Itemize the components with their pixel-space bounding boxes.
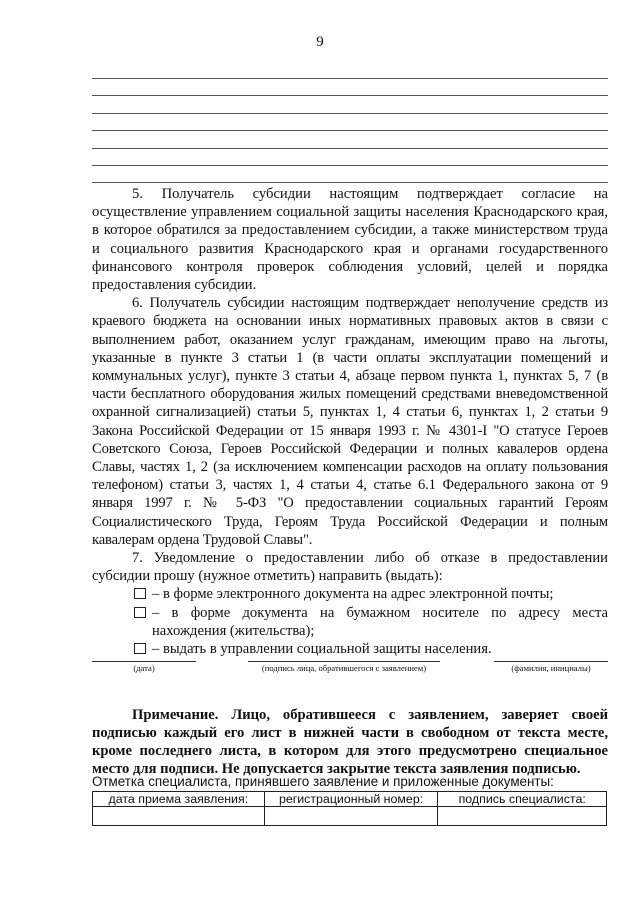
cell-signature[interactable] (438, 807, 607, 826)
blank-fill-line[interactable] (92, 95, 608, 96)
blank-fill-line[interactable] (92, 113, 608, 114)
cell-registration[interactable] (264, 807, 438, 826)
checkbox-icon[interactable] (134, 643, 146, 654)
blank-fill-line[interactable] (92, 148, 608, 149)
column-header-date: дата приема заявления: (93, 792, 265, 807)
name-line[interactable] (494, 661, 608, 662)
main-text (92, 185, 608, 658)
table-header-row (93, 792, 607, 807)
name-field[interactable] (494, 661, 608, 673)
blank-fill-line[interactable] (92, 78, 608, 79)
note-label: Примечание. (132, 707, 219, 723)
blank-fill-line[interactable] (92, 182, 608, 183)
specialist-table (92, 791, 607, 826)
delivery-option-label: – в форме электронного документа на адрес электронной почты; (152, 586, 554, 603)
note-paragraph (92, 706, 608, 778)
specialist-caption: Отметка специалиста, принявшего заявление и приложенные документы: (92, 774, 554, 789)
signature-field[interactable] (248, 661, 440, 673)
cell-date[interactable] (93, 807, 265, 826)
delivery-option-email[interactable] (92, 585, 608, 603)
paragraph-7: 7. Уведомление о предоставлении либо об отказе в предоставлении субсидии прошу (нужное отметить) направить (выдать): (92, 550, 608, 585)
signature-row (92, 661, 608, 685)
date-field[interactable] (92, 661, 196, 673)
delivery-option-label: – в форме документа на бумажном носителе по адресу места нахождения (жительства); (152, 604, 608, 639)
delivery-option-label: – выдать в управлении социальной защиты населения. (152, 641, 492, 658)
column-header-registration: регистрационный номер: (264, 792, 438, 807)
page-number: 9 (316, 34, 324, 50)
column-header-signature: подпись специалиста: (438, 792, 607, 807)
delivery-option-paper[interactable] (92, 604, 608, 640)
checkbox-icon[interactable] (134, 588, 146, 599)
date-line[interactable] (92, 661, 196, 662)
signature-line[interactable] (248, 661, 440, 662)
paragraph-5: 5. Получатель субсидии настоящим подтверждает согласие на осуществление управлением социальной защиты населения Краснодарского края, в которое обратился за предоставлением субсидии, а также министерством труда и социального развития Краснодарского края и органами государственного финансового контроля проверок соблюдения условий, целей и порядка предоставления субсидии. (92, 186, 608, 294)
blank-fill-line[interactable] (92, 130, 608, 131)
name-caption: (фамилия, инициалы) (511, 663, 591, 673)
signature-caption: (подпись лица, обратившегося с заявлением) (261, 663, 427, 673)
note-text: Лицо, обратившееся с заявлением, заверяет своей подписью каждый его лист в нижней части в свободном от текста месте, кроме последнего листа, в котором для этого предусмотрено специальное место для подписи. Не допускается закрытие текста заявления подписью. (92, 707, 609, 777)
table-row (93, 807, 607, 826)
checkbox-icon[interactable] (134, 607, 146, 618)
date-caption: (дата) (133, 663, 155, 673)
paragraph-6: 6. Получатель субсидии настоящим подтверждает неполучение средств из краевого бюджета на основании иных нормативных правовых актов в связи с выполнением работ, оказанием услуг гражданам, имеющим право на льготы, указанные в пункте 3 статьи 1 (в части оплаты эксплуатации помещений и коммунальных услуг), пункте 3 статьи 4, абзаце первом пункта 1, пунктах 5, 7 (в части бесплатного оборудования жилых помещений средствами вневедомственной охранной сигнализацией) статьи 5, пунктах 1, 4 статьи 6, пунктах 1, 2 статьи 9 Закона Российской Федерации от 15 января 1993 г. № 4301-I "О статусе Героев Советского Союза, Героев Российской Федерации и полных кавалеров ордена Славы, частях 1, 2 (за исключением компенсации расходов на оплату пользования телефоном) статьи 3, частях 1, 4 статьи 4, статье 6.1 Федерального закона от 9 января 1997 г. № 5-ФЗ "О предоставлении социальных гарантий Героям Социалистического Труда, Героям Труда Российской Федерации и полным кавалерам ордена Трудовой Славы". (92, 295, 608, 548)
blank-fill-line[interactable] (92, 165, 608, 166)
delivery-option-in-person[interactable] (92, 640, 608, 658)
